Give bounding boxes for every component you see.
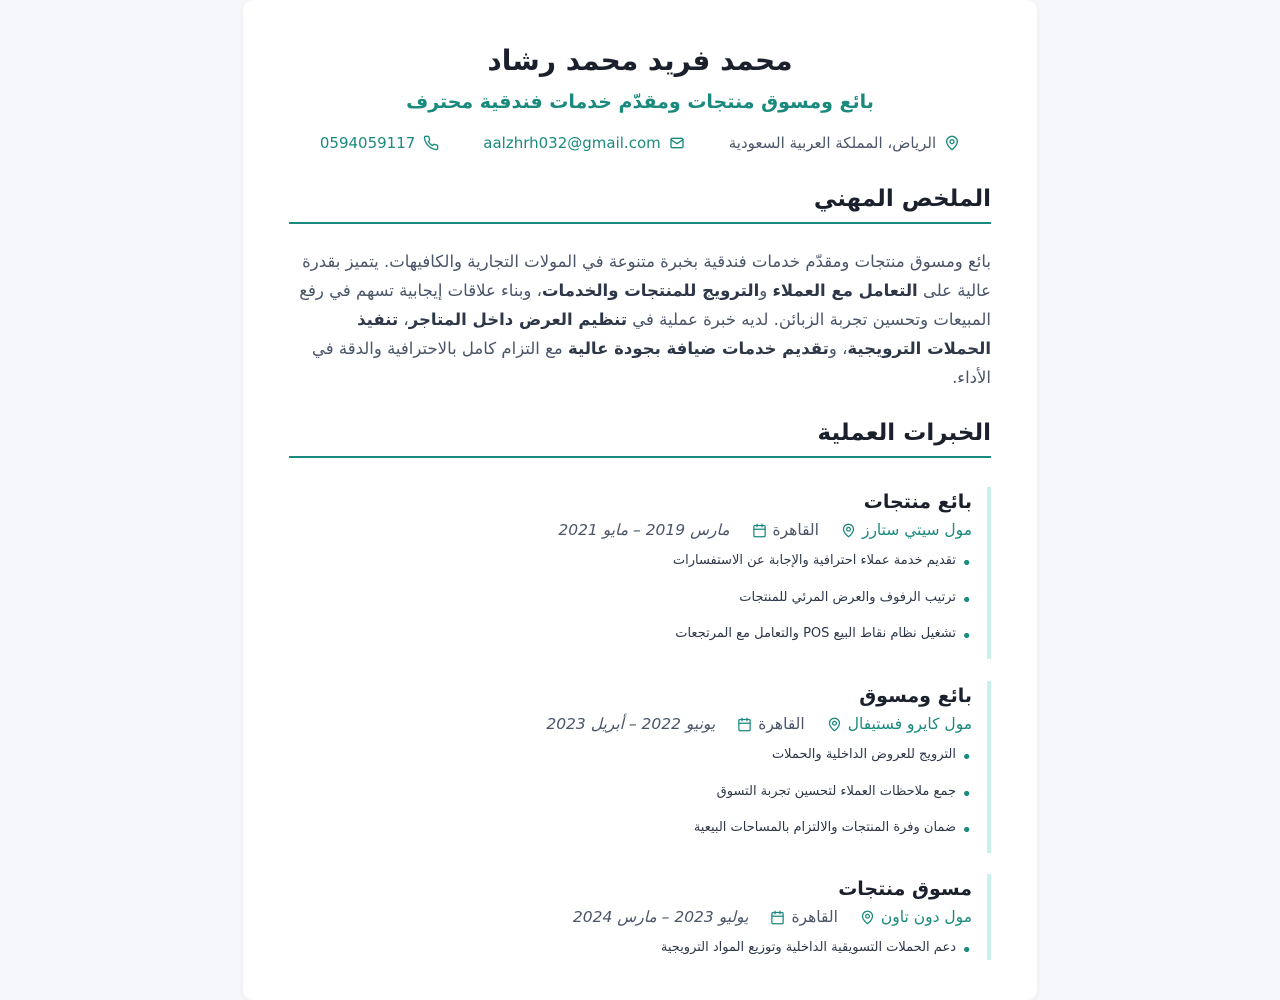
job-title: بائع منتجات xyxy=(863,491,972,513)
summary-text: ، و xyxy=(828,339,848,358)
phone-icon xyxy=(423,135,439,151)
job-dates: يونيو 2022 – أبريل 2023 xyxy=(546,715,716,733)
summary-highlight: الترويج للمنتجات والخدمات xyxy=(541,281,760,300)
list-item xyxy=(289,743,972,780)
job-city xyxy=(752,517,819,543)
summary-highlight: تنفيذ الحملات الترويجية xyxy=(357,310,991,358)
candidate-title: بائع ومسوق منتجات ومقدّم خدمات فندقية محترف xyxy=(406,91,874,113)
job-bullets xyxy=(289,743,972,853)
contact-phone[interactable] xyxy=(320,134,439,152)
professional-summary xyxy=(289,247,991,392)
job-city xyxy=(737,711,804,737)
envelope-icon xyxy=(669,135,685,151)
bullet-text: الترويج للعروض الداخلية والحملات xyxy=(771,747,956,762)
job-company xyxy=(841,517,972,543)
job-entry xyxy=(289,487,991,659)
summary-text: و xyxy=(759,281,773,300)
job-bullets xyxy=(289,549,972,659)
job-company xyxy=(827,711,972,737)
city-name: القاهرة xyxy=(791,908,838,926)
map-pin-icon xyxy=(827,717,842,732)
bullet-text: تقديم خدمة عملاء احترافية والإجابة عن الاستفسارات xyxy=(672,553,956,568)
candidate-name: محمد فريد محمد رشاد xyxy=(487,44,793,77)
job-entry xyxy=(289,681,991,853)
job-meta xyxy=(289,711,972,737)
map-pin-icon xyxy=(860,910,875,925)
calendar-icon xyxy=(770,910,785,925)
list-item xyxy=(289,549,972,586)
bullet-dot: • xyxy=(961,589,972,611)
summary-highlight: تنظيم العرض داخل المتاجر xyxy=(408,310,628,329)
job-title: بائع ومسوق xyxy=(859,685,972,707)
bullet-dot: • xyxy=(961,747,972,768)
job-entry xyxy=(289,874,991,960)
summary-text: بائع ومسوق منتجات ومقدّم خدمات فندقية بخبرة متنوعة في المولات التجارية والكافيهات. يتميز بقدرة عالية على xyxy=(302,252,991,300)
list-item xyxy=(289,780,972,817)
bullet-dot: • xyxy=(961,626,972,647)
phone-link[interactable]: 0594059117 xyxy=(319,134,416,152)
summary-heading: الملخص المهني xyxy=(289,186,991,224)
company-name: مول دون تاون xyxy=(880,908,972,926)
calendar-icon xyxy=(737,717,752,732)
company-name: مول كايرو فستيفال xyxy=(847,715,972,733)
experience-heading: الخبرات العملية xyxy=(289,420,991,458)
bullet-text: ترتيب الرفوف والعرض المرئي للمنتجات xyxy=(739,589,956,605)
bullet-text: ضمان وفرة المنتجات والالتزام بالمساحات البيعية xyxy=(693,820,956,835)
summary-text: ، xyxy=(398,310,409,329)
list-item xyxy=(289,816,972,853)
list-item xyxy=(289,586,972,623)
job-company xyxy=(860,904,972,930)
map-pin-icon xyxy=(944,135,960,151)
bullet-dot: • xyxy=(961,783,972,805)
location-text: الرياض، المملكة العربية السعودية xyxy=(728,134,937,152)
calendar-icon xyxy=(752,523,767,538)
city-name: القاهرة xyxy=(758,715,805,733)
contact-row xyxy=(289,134,991,152)
bullet-dot: • xyxy=(961,940,972,960)
job-meta xyxy=(289,904,972,930)
list-item xyxy=(289,936,972,960)
summary-highlight: التعامل مع العملاء xyxy=(772,281,918,300)
job-dates: مارس 2019 – مايو 2021 xyxy=(558,521,730,539)
job-bullets xyxy=(289,936,972,960)
bullet-text: دعم الحملات التسويقية الداخلية وتوزيع المواد الترويجية xyxy=(660,940,956,955)
summary-text: مع التزام كامل بالاحترافية والدقة في الأداء. xyxy=(311,339,991,387)
job-city xyxy=(770,904,837,930)
contact-location xyxy=(729,134,960,152)
bullet-text: تشغيل نظام نقاط البيع POS والتعامل مع المرتجعات xyxy=(675,626,956,641)
city-name: القاهرة xyxy=(772,521,819,539)
bullet-text: جمع ملاحظات العملاء لتحسين تجربة التسوق xyxy=(716,783,956,799)
job-title: مسوق منتجات xyxy=(838,878,972,900)
resume-page xyxy=(243,0,1037,1000)
company-name: مول سيتي ستارز xyxy=(861,521,972,539)
bullet-dot: • xyxy=(961,820,972,841)
contact-email[interactable] xyxy=(483,134,684,152)
summary-highlight: تقديم خدمات ضيافة بجودة عالية xyxy=(568,339,829,358)
summary-text: ، وبناء علاقات إيجابية تسهم في رفع المبيعات وتحسين تجربة الزبائن. لديه خبرة عملية في xyxy=(299,281,991,329)
map-pin-icon xyxy=(841,523,856,538)
email-link[interactable]: aalzhrh032@gmail.com xyxy=(483,134,661,152)
job-dates: يوليو 2023 – مارس 2024 xyxy=(572,908,749,926)
job-meta xyxy=(289,517,972,543)
list-item xyxy=(289,622,972,659)
bullet-dot: • xyxy=(961,553,972,574)
